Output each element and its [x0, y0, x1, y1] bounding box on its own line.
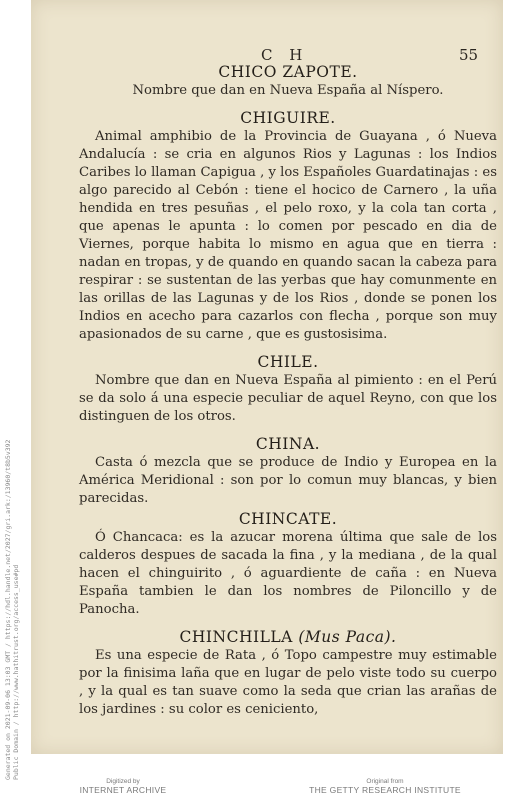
digitization-footer — [0, 762, 511, 800]
access-notice-line-2: Public Domain / http://www.hathitrust.org/access_use#pd — [12, 564, 20, 780]
original-from-label: Original from — [366, 778, 404, 785]
entry-title-chile: CHILE. — [257, 353, 319, 371]
entry-title-chiguire: CHIGUIRE. — [240, 109, 336, 127]
entry-text-chico-zapote: Nombre que dan en Nueva España al Níspero. — [132, 83, 444, 98]
access-notice-line-1: Generated on 2021-09-06 13:03 GMT / https://hdl.handle.net/2027/gri.ark:/13960/t8b5v392 — [4, 439, 12, 780]
entry-title-chinchilla-name: CHINCHILLA — [179, 628, 293, 646]
getty-institute-label: THE GETTY RESEARCH INSTITUTE — [309, 785, 461, 795]
entry-title-china: CHINA. — [255, 435, 321, 453]
entry-title-chinchilla-latin: (Mus Paca). — [298, 628, 397, 646]
entry-title-chincate: CHINCATE. — [238, 510, 338, 528]
original-from-credit — [300, 778, 470, 795]
page-number: 55 — [459, 46, 479, 64]
entry-text-chincate: Ó Chancaca: es la azucar morena última que sale de los calderos despues de sacada la fina , y la mediana , de la qual hacen el chinguirito , ó aguardiente de caña : en Nueva España tambien le dan los nombres de Piloncillo y de Panocha. — [79, 530, 497, 617]
page-text — [79, 61, 497, 719]
digitized-by-label: Digitized by — [106, 778, 140, 785]
entry-title-chico-zapote: CHICO ZAPOTE. — [218, 63, 358, 81]
entry-text-chiguire: Animal amphibio de la Provincia de Guayana , ó Nueva Andalucía : se cria en algunos Rios y Lagunas : los Indios Caribes lo llaman Capigua , y los Españoles Guardatinajas : es algo parecido al Cebón : tiene el hocico de Carnero , la uña hendida en tres pesuñas , el pelo roxo, y la cola tan corta , que apenas le apunta : lo comen por pescado en dia de Viernes, porque habita lo mismo en agua que en tierra : nadan en tropas, y de quando en quando sacan la cabeza para respirar : se sustentan de las yerbas que hay comunmente en las orillas de las Lagunas y de los Rios , donde se ponen los Indios en acecho para cazarlos con flecha , porque son muy apasionados de su carne , que es gustosisima. — [79, 129, 497, 342]
entry-text-chile: Nombre que dan en Nueva España al pimiento : en el Perú se da solo á una especie peculiar de aquel Reyno, con que los distinguen de los otros. — [79, 373, 497, 424]
entry-text-chinchilla: Es una especie de Rata , ó Topo campestre muy estimable por la finisima laña que en lugar de pelo viste todo su cuerpo , y la qual es tan suave como la seda que crian las arañas de los jardines : su color es ceniciento, — [79, 648, 497, 717]
entry-text-china: Casta ó mezcla que se produce de Indio y Europea en la América Meridional : son por lo comun muy blancas, y bien parecidas. — [79, 455, 497, 506]
running-head-letters: C H — [261, 46, 309, 64]
access-notice — [4, 340, 20, 780]
entry-title-chinchilla — [79, 628, 497, 646]
digitized-by-credit — [68, 778, 178, 795]
book-page — [31, 0, 503, 754]
internet-archive-label: INTERNET ARCHIVE — [79, 785, 167, 795]
